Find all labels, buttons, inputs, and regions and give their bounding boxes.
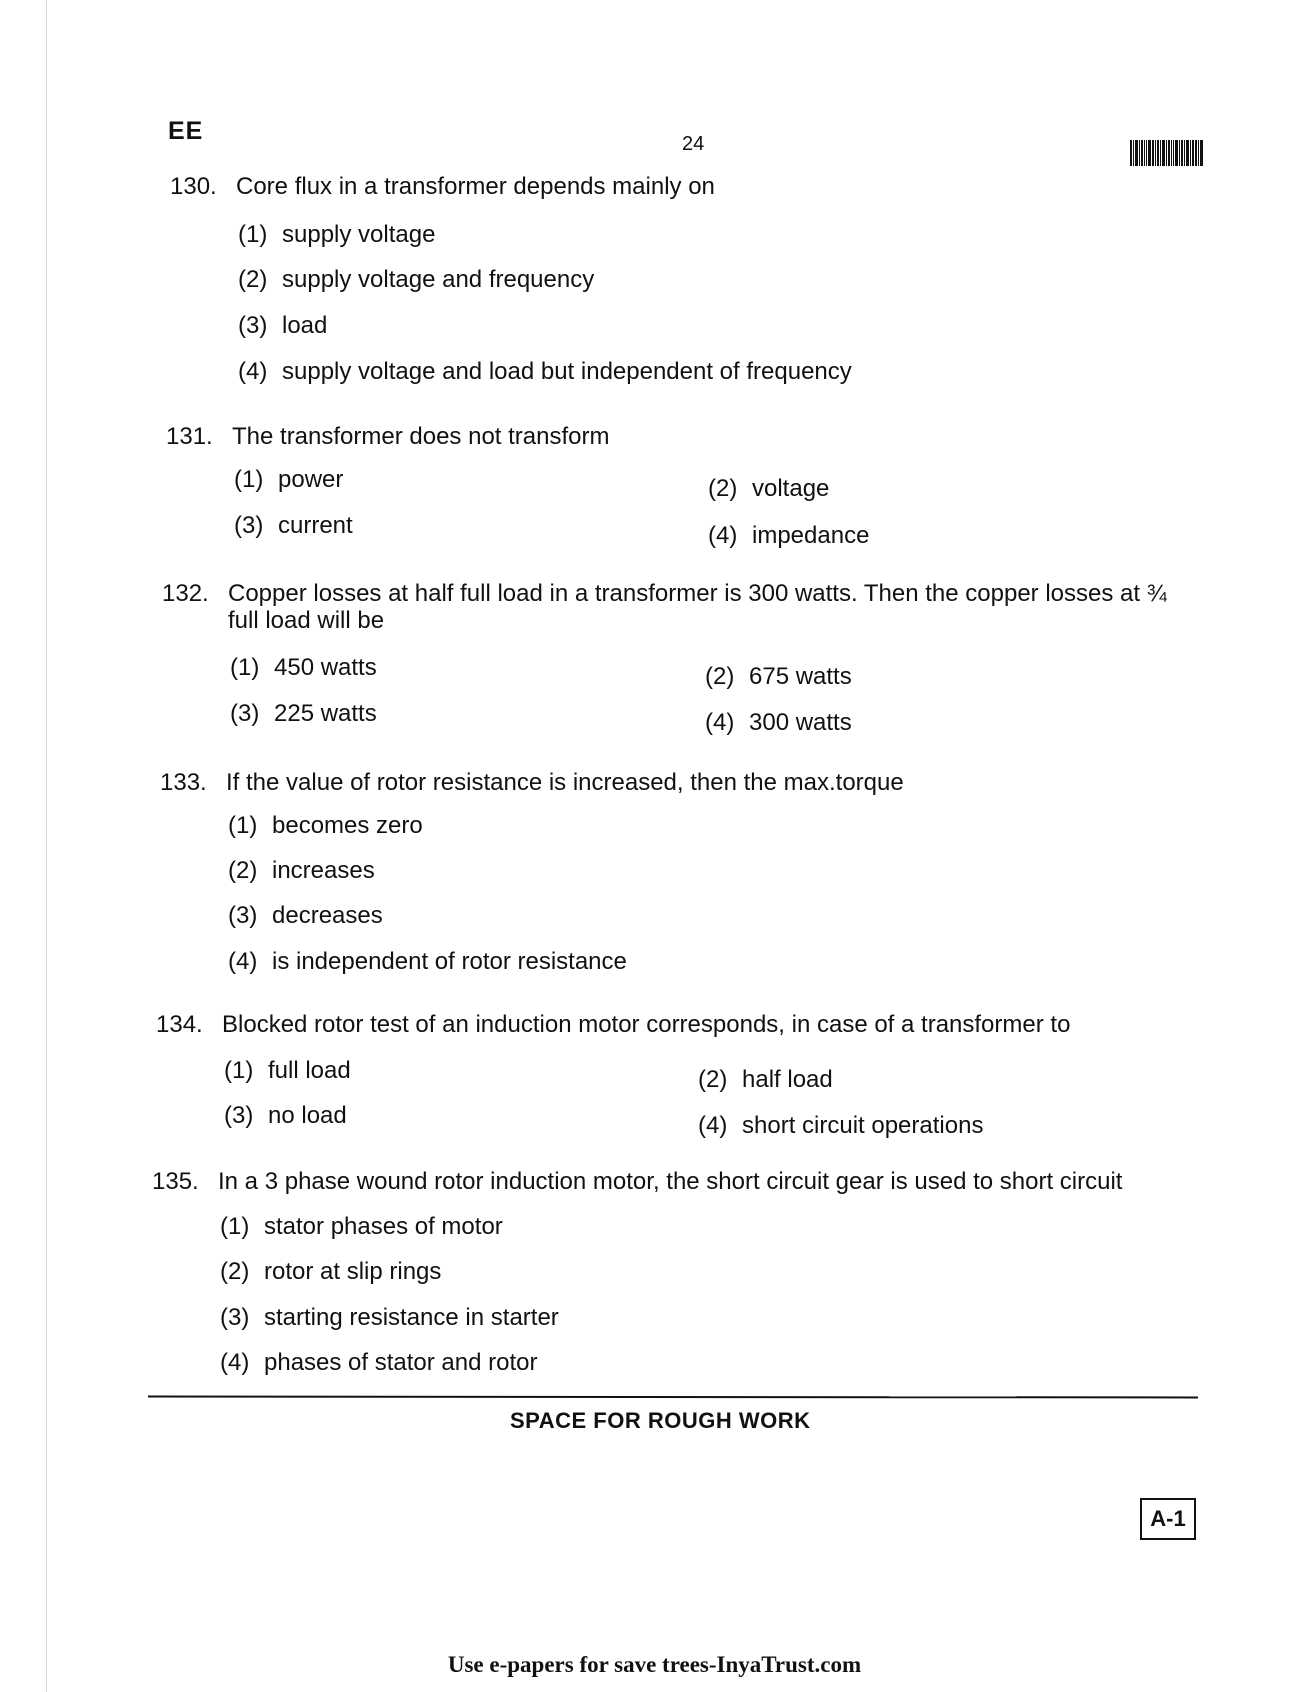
option: (4) 300 watts <box>705 709 852 736</box>
option: (3) 225 watts <box>230 700 377 727</box>
option: (1) full load <box>224 1057 351 1084</box>
option: (3) current <box>234 512 353 539</box>
option: (2) voltage <box>708 475 830 502</box>
question-text: Copper losses at half full load in a transformer is 300 watts. Then the copper losses at ¾ full load will be <box>228 580 1167 634</box>
question-number: 134. <box>156 1011 203 1038</box>
question-number: 130. <box>170 173 217 200</box>
option: (3) decreases <box>228 902 383 929</box>
question-text: If the value of rotor resistance is increased, then the max.torque <box>226 769 904 796</box>
question-text: The transformer does not transform <box>232 423 610 450</box>
option: (4) impedance <box>708 522 870 549</box>
rough-work-label: SPACE FOR ROUGH WORK <box>510 1408 811 1433</box>
question-number: 133. <box>160 769 207 796</box>
option: (3) starting resistance in starter <box>220 1304 559 1331</box>
option: (1) power <box>234 466 344 493</box>
option: (4) short circuit operations <box>698 1112 984 1139</box>
option: (1) stator phases of motor <box>220 1213 503 1240</box>
option: (2) supply voltage and frequency <box>238 266 595 293</box>
option: (1) supply voltage <box>238 221 436 248</box>
option: (3) load <box>238 312 328 339</box>
option: (4) supply voltage and load but independent of frequency <box>238 358 852 385</box>
question-number: 131. <box>166 423 213 450</box>
question-number: 135. <box>152 1168 199 1195</box>
question-number: 132. <box>162 580 209 607</box>
option: (2) increases <box>228 857 375 884</box>
page-number: 24 <box>682 133 705 155</box>
scan-edge-line <box>46 0 47 1692</box>
option: (1) 450 watts <box>230 654 377 681</box>
option: (2) 675 watts <box>705 663 852 690</box>
question-text: In a 3 phase wound rotor induction motor, the short circuit gear is used to short circuit <box>218 1168 1123 1195</box>
subject-code: EE <box>168 117 204 145</box>
question-text: Blocked rotor test of an induction motor corresponds, in case of a transformer to <box>222 1011 1071 1038</box>
option: (1) becomes zero <box>228 812 423 839</box>
option: (3) no load <box>224 1102 347 1129</box>
option: (4) is independent of rotor resistance <box>228 948 627 975</box>
question-text: Core flux in a transformer depends mainly on <box>236 173 715 200</box>
option: (4) phases of stator and rotor <box>220 1349 538 1376</box>
booklet-code-box: A-1 <box>1140 1498 1196 1540</box>
divider-line <box>148 1396 1198 1399</box>
option: (2) rotor at slip rings <box>220 1258 442 1285</box>
barcode-image <box>1130 140 1221 166</box>
option: (2) half load <box>698 1066 833 1093</box>
footer-text: Use e-papers for save trees-InyaTrust.com <box>447 1652 862 1677</box>
